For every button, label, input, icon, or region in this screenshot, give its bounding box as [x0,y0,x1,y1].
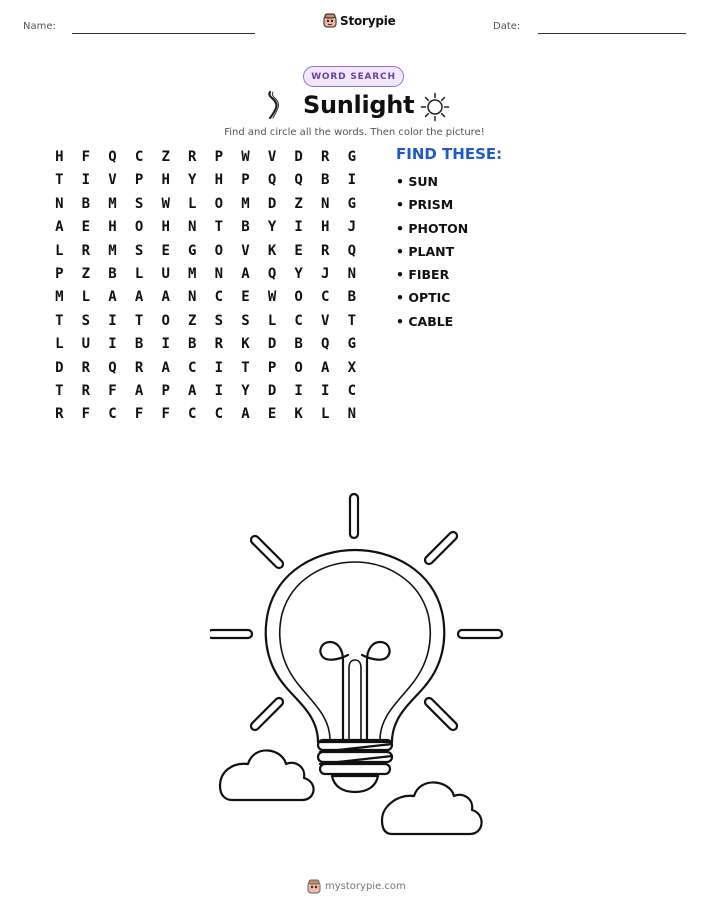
grid-cell[interactable]: D [55,359,64,376]
bulb-glass [266,550,445,742]
grid-cell[interactable]: D [267,195,277,212]
grid-cell[interactable]: F [161,406,170,423]
grid-cell[interactable]: J [321,265,330,282]
grid-cell[interactable]: Q [321,336,330,353]
grid-cell[interactable]: Y [188,172,197,189]
grid-cell[interactable]: D [267,382,277,399]
light-rays [210,494,502,732]
grid-cell[interactable]: C [188,406,197,423]
grid-cell[interactable]: I [108,312,117,329]
grid-cell[interactable]: Q [108,359,117,376]
grid-cell[interactable]: H [161,219,170,236]
grid-cell[interactable]: H [55,149,64,165]
grid-cell[interactable]: O [214,195,224,212]
grid-cell[interactable]: T [214,219,224,236]
grid-cell[interactable]: L [321,406,330,423]
word-list-item: • FIBER [396,263,468,286]
grid-cell[interactable]: R [214,336,224,353]
word-list-item: • SUN [396,170,468,193]
grid-cell[interactable]: C [108,406,117,423]
grid-cell[interactable]: A [241,406,250,423]
grid-cell[interactable]: E [241,289,250,306]
grid-cell[interactable]: S [81,312,91,329]
grid-cell[interactable]: E [161,242,170,259]
lightbulb-illustration[interactable] [210,490,510,840]
date-label: Date: [493,21,521,32]
grid-cell[interactable]: F [81,149,91,165]
grid-cell[interactable]: A [161,289,170,306]
grid-cell[interactable]: A [161,359,170,376]
grid-cell[interactable]: P [214,149,224,165]
grid-cell[interactable]: Z [294,195,303,212]
grid-cell[interactable]: J [347,219,357,236]
grid-cell[interactable]: Z [81,265,91,282]
grid-cell[interactable]: C [214,289,224,306]
grid-cell[interactable]: N [188,289,197,306]
grid-cell[interactable]: T [134,312,144,329]
grid-cell[interactable]: I [161,336,170,353]
grid-cell[interactable]: Z [161,149,170,165]
find-these-heading: FIND THESE: [396,145,503,163]
grid-cell[interactable]: H [214,172,224,189]
grid-cell[interactable]: Q [108,149,117,165]
grid-cell[interactable]: T [55,312,64,329]
grid-cell[interactable]: R [134,359,144,376]
word-list-item: • PRISM [396,193,468,216]
grid-cell[interactable]: Y [294,265,303,282]
word-list-item: • OPTIC [396,286,468,309]
grid-cell[interactable]: I [321,382,330,399]
grid-cell[interactable]: P [161,382,170,399]
grid-cell[interactable]: Y [267,219,277,236]
grid-cell[interactable]: C [347,382,357,399]
grid-cell[interactable]: S [134,195,144,212]
grid-cell[interactable]: L [55,336,64,353]
instructions: Find and circle all the words. Then color the picture! [224,127,485,138]
grid-cell[interactable]: G [347,195,357,212]
grid-cell[interactable]: T [55,172,64,189]
brand-logo [323,13,396,28]
storypie-mascot-icon [323,13,337,28]
bulb-base [318,740,392,792]
grid-cell[interactable]: P [267,359,277,376]
word-list [396,170,468,333]
grid-cell[interactable]: W [267,289,277,306]
grid-cell[interactable]: I [347,172,357,189]
storypie-mascot-icon [307,879,321,894]
grid-cell[interactable]: U [81,336,91,353]
grid-cell[interactable]: O [294,359,303,376]
grid-cell[interactable]: V [241,242,250,259]
word-list-item: • PHOTON [396,217,468,240]
grid-cell[interactable]: Q [267,265,277,282]
grid-cell[interactable]: O [161,312,170,329]
cloud-left [220,750,314,800]
grid-cell[interactable]: N [347,265,357,282]
grid-cell[interactable]: W [161,195,170,212]
grid-cell[interactable]: V [321,312,330,329]
grid-cell[interactable]: P [55,265,64,282]
sun-icon [420,92,450,122]
footer-site[interactable]: mystorypie.com [325,881,406,892]
grid-cell[interactable]: O [214,242,224,259]
grid-cell[interactable]: K [294,406,303,423]
grid-cell[interactable]: O [294,289,303,306]
grid-cell[interactable]: H [321,219,330,236]
name-line[interactable] [72,33,255,34]
grid-cell[interactable]: M [108,242,117,259]
grid-cell[interactable]: A [134,382,144,399]
grid-cell[interactable]: U [161,265,170,282]
grid-cell[interactable]: R [55,406,64,423]
grid-cell[interactable]: O [134,219,144,236]
grid-cell[interactable]: F [134,406,144,423]
grid-cell[interactable]: T [55,382,64,399]
grid-cell[interactable]: Z [188,312,197,329]
grid-cell[interactable]: S [214,312,224,329]
filament [320,642,389,742]
grid-cell[interactable]: F [81,406,91,423]
grid-cell[interactable]: N [347,406,357,423]
grid-cell[interactable]: I [214,382,224,399]
grid-cell[interactable]: M [55,289,64,306]
grid-cell[interactable]: G [347,149,357,165]
grid-cell[interactable]: C [294,312,303,329]
grid-cell[interactable]: R [321,242,330,259]
date-line[interactable] [538,33,686,34]
grid-cell[interactable]: C [321,289,330,306]
grid-cell[interactable]: B [134,336,144,353]
letter-grid [46,146,365,427]
grid-cell[interactable]: M [188,265,197,282]
grid-cell[interactable]: E [81,219,91,236]
grid-cell[interactable]: I [81,172,91,189]
grid-cell[interactable]: R [321,149,330,165]
grid-cell[interactable]: B [241,219,250,236]
grid-cell[interactable]: R [81,242,91,259]
cloud-right [382,782,482,834]
grid-cell[interactable]: B [294,336,303,353]
grid-cell[interactable]: A [108,289,117,306]
name-label: Name: [23,21,56,32]
grid-cell[interactable]: Q [294,172,303,189]
grid-cell[interactable]: B [347,289,357,306]
grid-cell[interactable]: V [267,149,277,165]
grid-cell[interactable]: A [241,265,250,282]
grid-cell[interactable]: X [347,359,357,376]
grid-cell[interactable]: T [347,312,357,329]
grid-cell[interactable]: L [188,195,197,212]
grid-cell[interactable]: G [347,336,357,353]
grid-cell[interactable]: B [321,172,330,189]
grid-cell[interactable]: R [81,382,91,399]
page-title: Sunlight [303,91,415,119]
grid-cell[interactable]: I [294,219,303,236]
grid-cell[interactable]: Y [241,382,250,399]
grid-cell[interactable]: A [188,382,197,399]
grid-cell[interactable]: B [81,195,91,212]
word-list-item: • CABLE [396,310,468,333]
brand-name: Storypie [340,13,396,28]
grid-cell[interactable]: Q [267,172,277,189]
word-list-item: • PLANT [396,240,468,263]
grid-cell[interactable]: S [134,242,144,259]
grid-cell[interactable]: T [241,359,250,376]
grid-cell[interactable]: M [241,195,250,212]
grid-cell[interactable]: F [108,382,117,399]
grid-cell[interactable]: K [241,336,250,353]
grid-cell[interactable]: Q [347,242,357,259]
grid-cell[interactable]: B [108,265,117,282]
footer [307,879,406,894]
grid-cell[interactable]: P [241,172,250,189]
grid-cell[interactable]: I [108,336,117,353]
grid-cell[interactable]: L [267,312,277,329]
grid-cell[interactable]: D [294,149,303,165]
grid-cell[interactable]: P [134,172,144,189]
grid-cell[interactable]: A [55,219,64,236]
grid-cell[interactable]: N [55,195,64,212]
grid-cell[interactable]: N [188,219,197,236]
grid-cell[interactable]: K [267,242,277,259]
grid-cell[interactable]: R [81,359,91,376]
grid-cell[interactable]: A [134,289,144,306]
grid-cell[interactable]: C [214,406,224,423]
grid-cell[interactable]: M [108,195,117,212]
grid-cell[interactable]: A [321,359,330,376]
grid-cell[interactable]: E [267,406,277,423]
grid-cell[interactable]: R [188,149,197,165]
grid-cell[interactable]: L [55,242,64,259]
grid-cell[interactable]: S [241,312,250,329]
grid-cell[interactable]: G [188,242,197,259]
grid-cell[interactable]: N [321,195,330,212]
grid-cell[interactable]: V [108,172,117,189]
grid-cell[interactable]: E [294,242,303,259]
grid-cell[interactable]: N [214,265,224,282]
grid-cell[interactable]: L [134,265,144,282]
grid-cell[interactable]: D [267,336,277,353]
grid-cell[interactable]: C [134,149,144,165]
grid-cell[interactable]: I [214,359,224,376]
grid-cell[interactable]: I [294,382,303,399]
grid-cell[interactable]: C [188,359,197,376]
grid-cell[interactable]: W [241,149,250,165]
grid-cell[interactable]: B [188,336,197,353]
squiggle-icon [265,90,283,122]
grid-cell[interactable]: L [81,289,91,306]
word-search-badge: WORD SEARCH [303,66,404,87]
grid-cell[interactable]: H [161,172,170,189]
grid-cell[interactable]: H [108,219,117,236]
